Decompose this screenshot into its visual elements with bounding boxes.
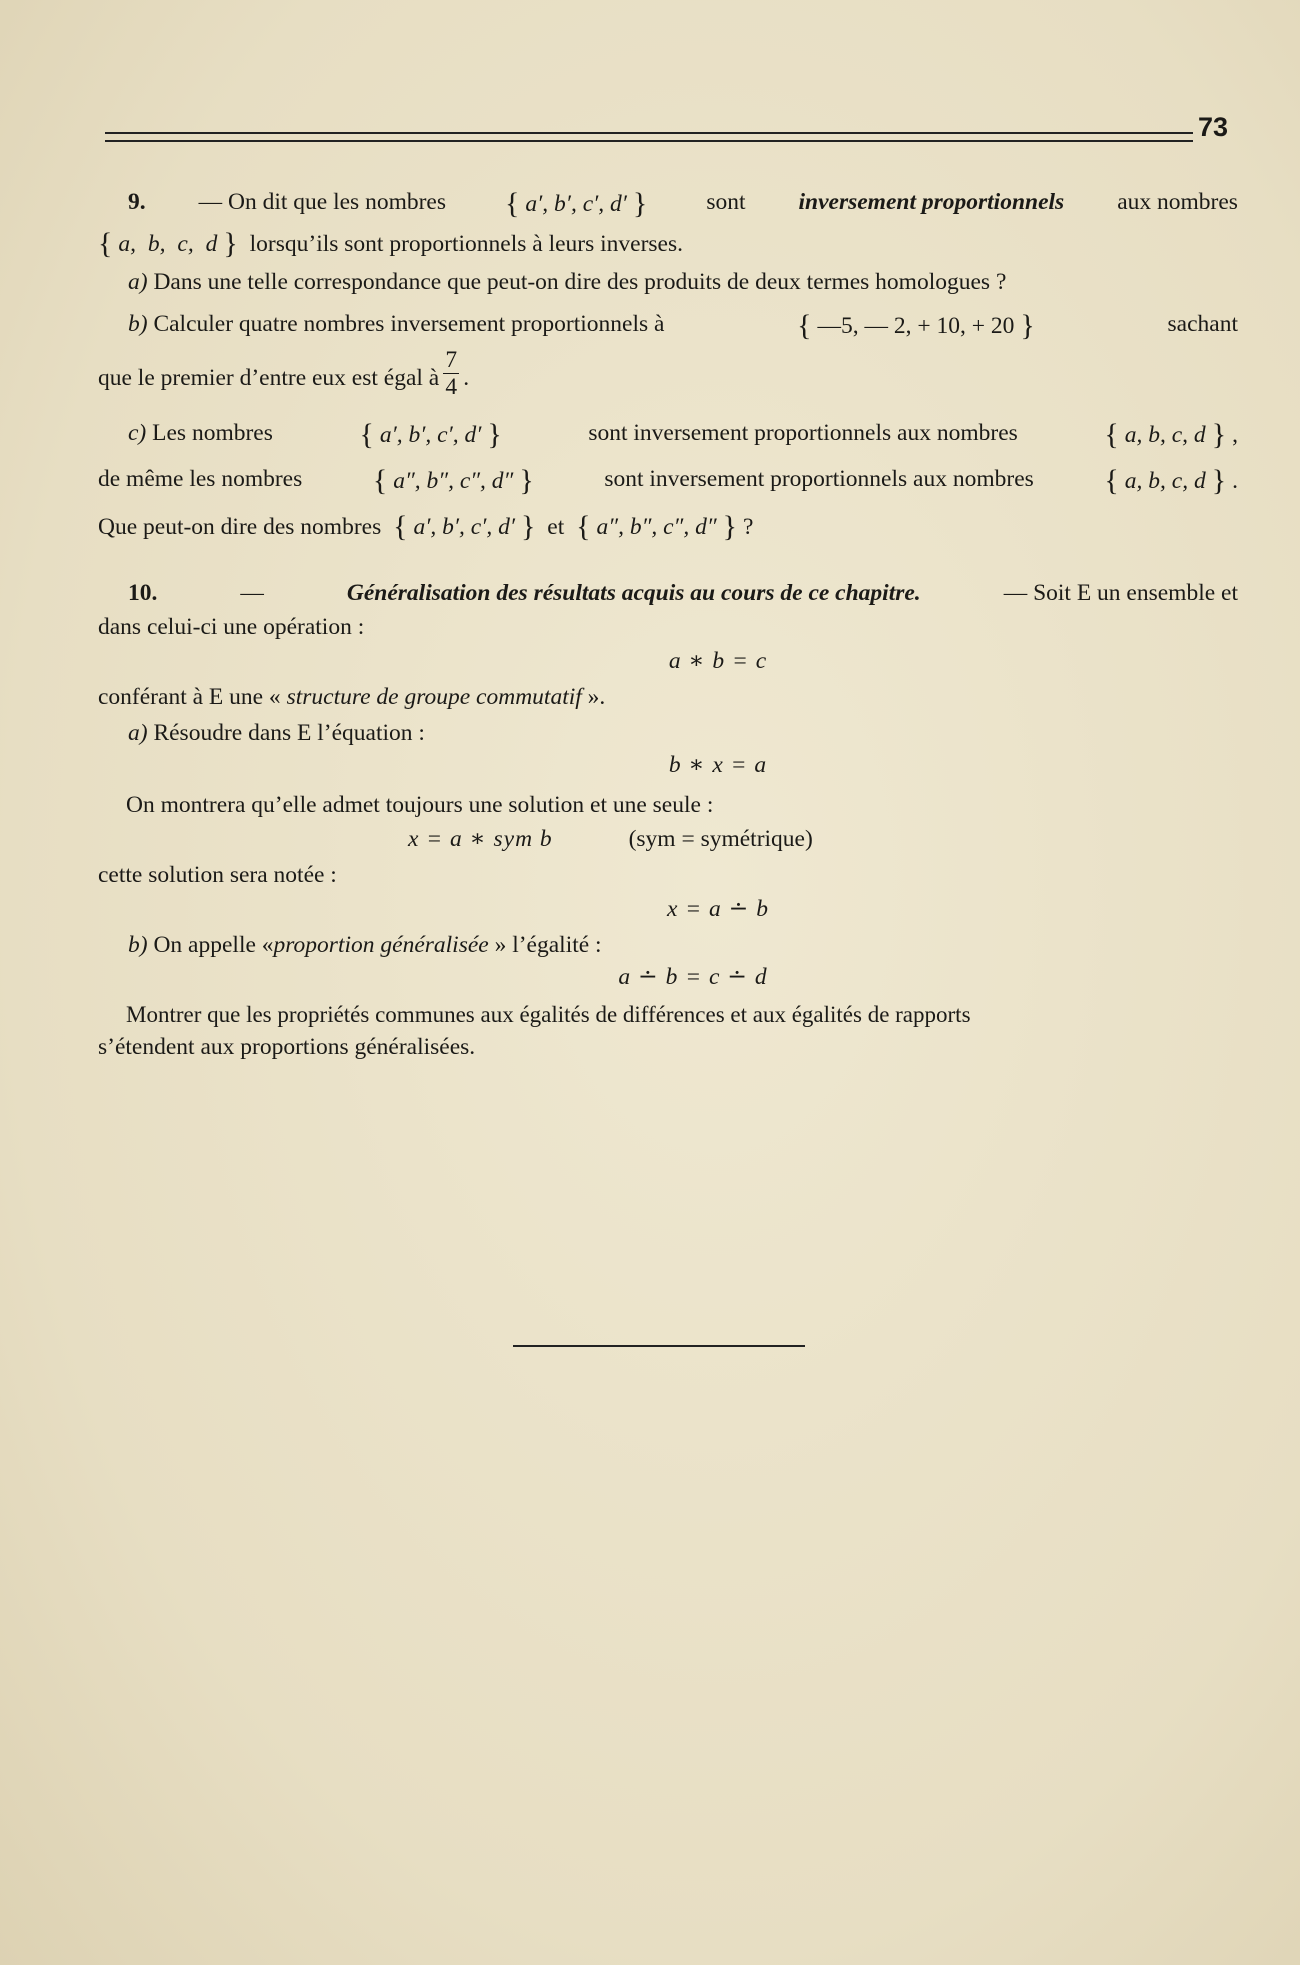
ex10-term: proportion généralisée [273, 932, 489, 958]
ex9-set-double-primed: a″, b″, c″, d″ [393, 468, 514, 494]
ex9-set: a, b, c, d [1124, 468, 1206, 494]
brace-icon: } [722, 510, 738, 543]
equation-2: b ∗ x = a [668, 752, 768, 778]
brace-icon: { [1104, 464, 1119, 497]
brace-icon: { [1104, 418, 1119, 451]
brace-icon: { [797, 309, 812, 342]
fraction-numerator: 7 [445, 347, 458, 373]
brace-icon: } [1211, 418, 1227, 451]
equation-3-note: (sym = symétrique) [628, 826, 813, 852]
ex9-part-b [98, 305, 1238, 345]
equation-3-row [98, 820, 1238, 858]
ex9-text: Les nombres [152, 420, 273, 446]
ex9-text: que le premier d’entre eux est égal à [98, 364, 440, 391]
ex10-text: ». [587, 684, 606, 710]
brace-icon: } [1211, 464, 1227, 497]
brace-icon: } [519, 464, 534, 497]
part-label: b) [128, 932, 148, 958]
ex9-text: Calculer quatre nombres inversement proportionnels à [153, 311, 665, 337]
ex9-text: Que peut-on dire des nombres [98, 514, 382, 540]
brace-icon: { [372, 464, 388, 497]
part-label: c) [128, 420, 147, 446]
brace-icon: } [632, 187, 648, 220]
ex9-set: a, b, c, d [1124, 422, 1206, 448]
ex10-text: s’étendent aux proportions généralisées. [98, 1034, 476, 1060]
ex9-term: inversement proportionnels [798, 189, 1065, 215]
ex9-part-c-line-2: de même les nombres { a″, b″, c″, d″ } sont inversement proportionnels aux nombres { a, b, c, d } . [98, 460, 1238, 500]
equation-4: x = a ∸ b [667, 896, 769, 922]
ex9-text: ? [743, 514, 754, 540]
ex10-text: On montrera qu’elle admet toujours une solution et une seule : [126, 792, 714, 818]
ex10-line-1 [98, 574, 1238, 612]
brace-icon: } [487, 418, 502, 451]
ex9-text: sont [706, 189, 746, 215]
ex9-part-c-line-3 [98, 506, 1238, 546]
ex9-set-values: —5, — 2, + 10, + 20 [817, 313, 1015, 339]
ex10-text: — Soit E un ensemble et [1003, 580, 1238, 606]
ex10-text: Résoudre dans E l’équation : [153, 720, 425, 746]
fraction [443, 349, 459, 398]
page-number: 73 [1198, 112, 1229, 142]
part-label: a) [128, 720, 148, 746]
ex10-text: Montrer que les propriétés communes aux égalités de différences et aux égalités de rapports [126, 1002, 971, 1027]
part-label: b) [128, 311, 148, 337]
brace-icon: { [576, 510, 591, 543]
ex9-text: sont inversement proportionnels aux nombres [588, 420, 1018, 446]
ex9-part-b-cont: que le premier d’entre eux est égal à $\frac{7}{4}$ . [98, 347, 470, 400]
ex9-set: a, b, c, d [118, 231, 218, 257]
ex10-term: structure de groupe commutatif [286, 684, 582, 710]
ex9-text: aux nombres [1117, 189, 1238, 215]
ex9-text: de même les nombres [98, 466, 303, 492]
ex10-title: Généralisation des résultats acquis au cours de ce chapitre. [346, 580, 921, 606]
brace-icon: } [521, 510, 536, 543]
ex9-set-primed: a′, b′, c′, d′ [379, 422, 482, 448]
header-rule [105, 132, 1193, 142]
ex9-set-double-primed: a″, b″, c″, d″ [596, 514, 717, 540]
ex10-line-5 [98, 856, 1238, 894]
end-rule [513, 1345, 805, 1347]
ex9-line-1 [98, 183, 1238, 223]
page-content [98, 183, 1238, 1066]
ex10-line-4 [98, 786, 1238, 824]
ex9-text: Dans une telle correspondance que peut-on dire des produits de deux termes homologues ? [153, 269, 1007, 295]
ex10-text: On appelle « [153, 932, 274, 958]
ex9-part-c: c) Les nombres { a′, b′, c′, d′ } sont inversement proportionnels aux nombres { a, b, c, d } , [98, 414, 1238, 454]
brace-icon: { [393, 510, 408, 543]
ex10-text: cette solution sera notée : [98, 862, 337, 888]
equation-5: a ∸ b = c ∸ d [618, 964, 768, 990]
ex10-number: 10. [128, 580, 158, 606]
ex9-line-2 [98, 223, 1238, 263]
ex9-set-primed: a′, b′, c′, d′ [413, 514, 516, 540]
ex9-number: 9. [128, 189, 146, 215]
equation-1: a ∗ b = c [668, 648, 768, 674]
ex10-text: dans celui-ci une opération : [98, 614, 365, 640]
spacer [98, 546, 1238, 574]
ex10-dash: — [240, 580, 264, 606]
brace-icon: { [359, 418, 374, 451]
ex10-text: conférant à E une « [98, 684, 281, 710]
brace-icon: { [98, 227, 113, 260]
ex10-line-2 [98, 608, 1238, 646]
ex10-text: » l’égalité : [494, 932, 602, 958]
brace-icon: { [505, 187, 520, 220]
ex10-line-3 [98, 678, 1238, 716]
ex9-text: — On dit que les nombres [198, 189, 446, 215]
brace-icon: } [1020, 309, 1035, 342]
ex9-text: lorsqu’ils sont proportionnels à leurs inverses. [249, 231, 684, 257]
ex9-part-a [98, 263, 1238, 301]
equation-3: x = a ∗ sym b [408, 826, 553, 852]
brace-icon: } [223, 227, 238, 260]
ex10-line-7 [98, 1028, 1238, 1066]
ex9-text: et [547, 514, 565, 540]
part-label: a) [128, 269, 148, 295]
ex9-text: sont inversement proportionnels aux nombres [604, 466, 1034, 492]
ex9-text: sachant [1167, 311, 1238, 337]
fraction-denominator: 4 [445, 374, 458, 400]
ex9-set-primed: a′, b′, c′, d′ [525, 191, 627, 217]
